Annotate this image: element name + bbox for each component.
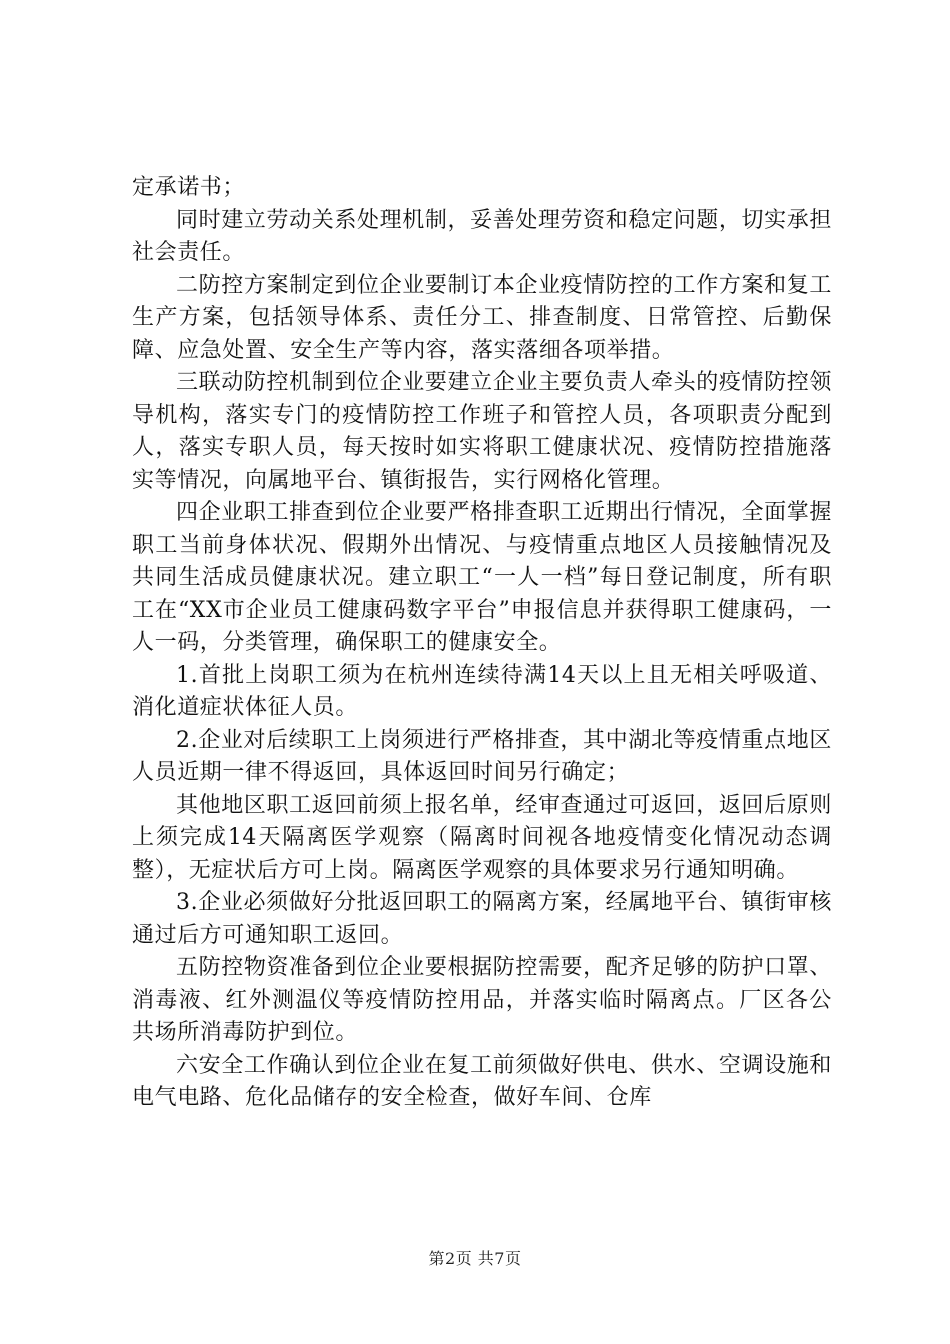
paragraph-11: 六安全工作确认到位企业在复工前须做好供电、供水、空调设施和电气电路、危化品储存的安全检查，做好车间、仓库 bbox=[132, 1052, 832, 1110]
document-body bbox=[132, 172, 832, 1115]
paragraph-6: 1.首批上岗职工须为在杭州连续待满14天以上且无相关呼吸道、消化道症状体征人员。 bbox=[132, 662, 832, 720]
page-footer: 第2页 共7页 bbox=[428, 1249, 522, 1268]
paragraph-4: 三联动防控机制到位企业要建立企业主要负责人牵头的疫情防控领导机构，落实专门的疫情防控工作班子和管控人员，各项职责分配到人，落实专职人员，每天按时如实将职工健康状况、疫情防控措施落实等情况，向属地平台、镇街报告，实行网格化管理。 bbox=[132, 370, 832, 493]
paragraph-10: 五防控物资准备到位企业要根据防控需要，配齐足够的防护口罩、消毒液、红外测温仪等疫情防控用品，并落实临时隔离点。厂区各公共场所消毒防护到位。 bbox=[132, 955, 832, 1045]
paragraph-7: 2.企业对后续职工上岗须进行严格排查，其中湖北等疫情重点地区人员近期一律不得返回，具体返回时间另行确定； bbox=[132, 727, 832, 785]
paragraph-9: 3.企业必须做好分批返回职工的隔离方案，经属地平台、镇街审核通过后方可通知职工返回。 bbox=[132, 890, 832, 948]
paragraph-1: 定承诺书； bbox=[132, 175, 246, 200]
paragraph-8: 其他地区职工返回前须上报名单，经审查通过可返回，返回后原则上须完成14天隔离医学观察（隔离时间视各地疫情变化情况动态调整），无症状后方可上岗。隔离医学观察的具体要求另行通知明确。 bbox=[132, 792, 832, 883]
paragraph-5: 四企业职工排查到位企业要严格排查职工近期出行情况，全面掌握职工当前身体状况、假期外出情况、与疫情重点地区人员接触情况及共同生活成员健康状况。建立职工“一人一档”每日登记制度，所有职工在“XX市企业员工健康码数字平台”申报信息并获得职工健康码，一人一码，分类管理，确保职工的健康安全。 bbox=[132, 500, 832, 655]
paragraph-3: 二防控方案制定到位企业要制订本企业疫情防控的工作方案和复工生产方案，包括领导体系、责任分工、排查制度、日常管控、后勤保障、应急处置、安全生产等内容，落实落细各项举措。 bbox=[132, 272, 832, 363]
paragraph-2: 同时建立劳动关系处理机制，妥善处理劳资和稳定问题，切实承担社会责任。 bbox=[132, 207, 832, 265]
